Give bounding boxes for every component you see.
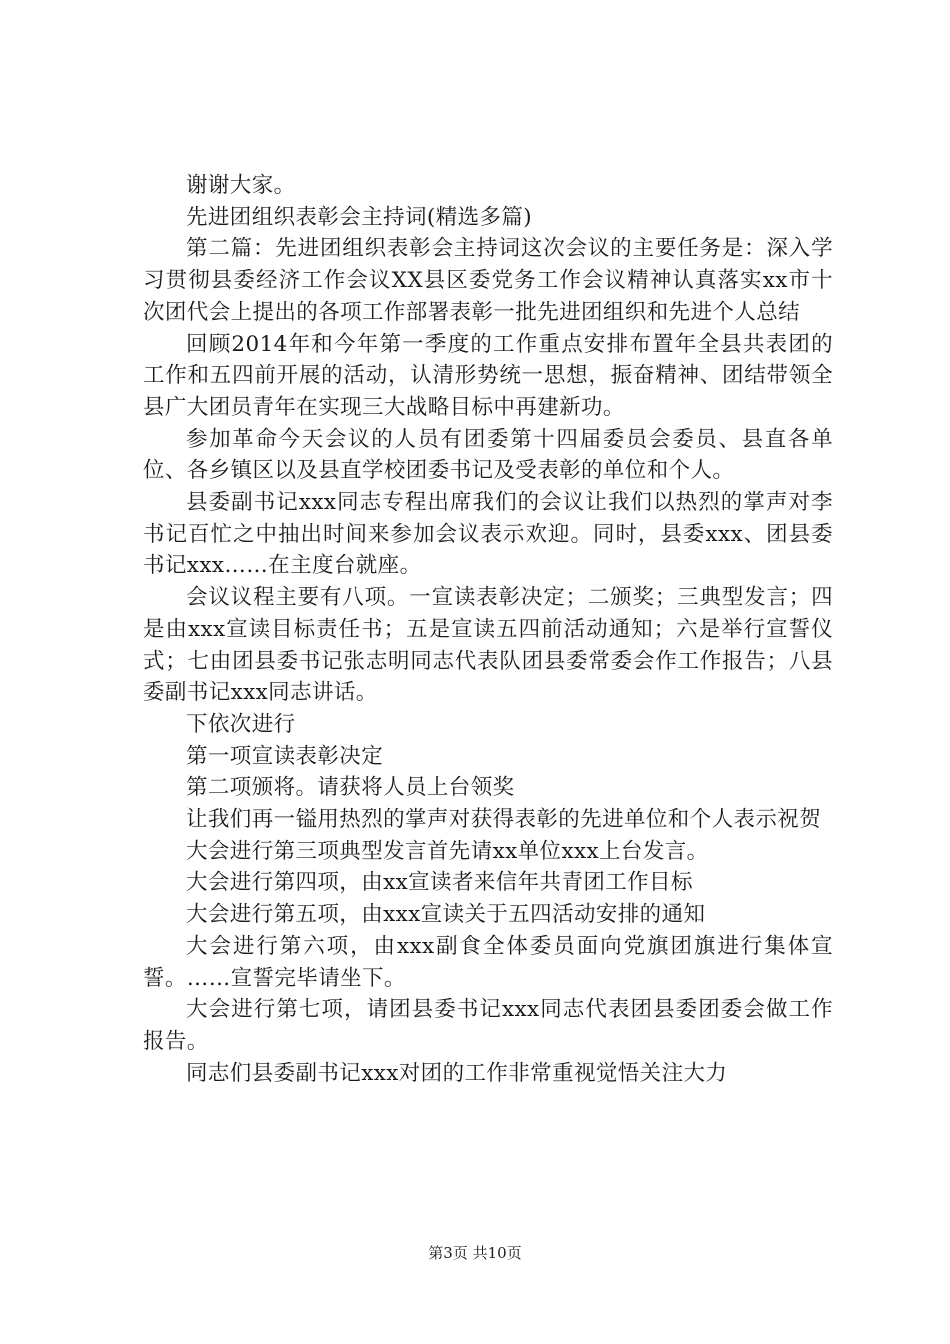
paragraph: 大会进行第六项，由xxx副食全体委员面向党旗团旗进行集体宣誓。……宣誓完毕请坐下。	[143, 933, 833, 991]
paragraph: 大会进行第五项，由xxx宣读关于五四活动安排的通知	[186, 902, 706, 928]
paragraph: 谢谢大家。	[186, 173, 296, 198]
paragraph: 同志们县委副书记xxx对团的工作非常重视觉悟关注大力	[186, 1060, 728, 1086]
paragraph: 第二篇：先进团组织表彰会主持词这次会议的主要任务是：深入学习贯彻县委经济工作会议XX县区委党务工作会议精神认真落实xx市十次团代会上提出的各项工作部署表彰一批先进团组织和先进个人总结	[143, 236, 833, 325]
paragraph: 下依次进行	[186, 711, 296, 737]
paragraph: 第一项宣读表彰决定	[186, 743, 384, 769]
paragraph: 大会进行第三项典型发言首先请xx单位xxx上台发言。	[186, 838, 709, 864]
page-total: 共10页	[472, 1244, 522, 1262]
paragraph: 县委副书记xxx同志专程出席我们的会议让我们以热烈的掌声对李书记百忙之中抽出时间来参加会议表示欢迎。同时，县委xxx、团县委书记xxx……在主度台就座。	[143, 490, 833, 579]
paragraph: 会议议程主要有八项。一宣读表彰决定；二颁奖；三典型发言；四是由xxx宣读目标责任书；五是宣读五四前活动通知；六是举行宣誓仪式；七由团县委书记张志明同志代表队团县委常委会作工作报告；八县委副书记xxx同志讲话。	[143, 585, 833, 706]
paragraph: 参加革命今天会议的人员有团委第十四届委员会委员、县直各单位、各乡镇区以及县直学校团委书记及受表彰的单位和个人。	[143, 426, 833, 484]
document-body	[143, 170, 833, 1089]
paragraph: 大会进行第四项，由xx宣读者来信年共青团工作目标	[186, 870, 693, 896]
page-number: 第3页	[428, 1244, 468, 1262]
paragraph: 先进团组织表彰会主持词(精选多篇)	[186, 204, 533, 230]
paragraph: 让我们再一镒用热烈的掌声对获得表彰的先进单位和个人表示祝贺	[186, 807, 822, 833]
page-footer	[0, 1243, 950, 1263]
paragraph: 回顾2014年和今年第一季度的工作重点安排布置年全县共表团的工作和五四前开展的活动，认清形势统一思想，振奋精神、团结带领全县广大团员青年在实现三大战略目标中再建新功。	[143, 331, 833, 420]
paragraph: 第二项颁将。请获将人员上台领奖	[186, 775, 515, 801]
paragraph: 大会进行第七项，请团县委书记xxx同志代表团县委团委会做工作报告。	[143, 997, 833, 1054]
